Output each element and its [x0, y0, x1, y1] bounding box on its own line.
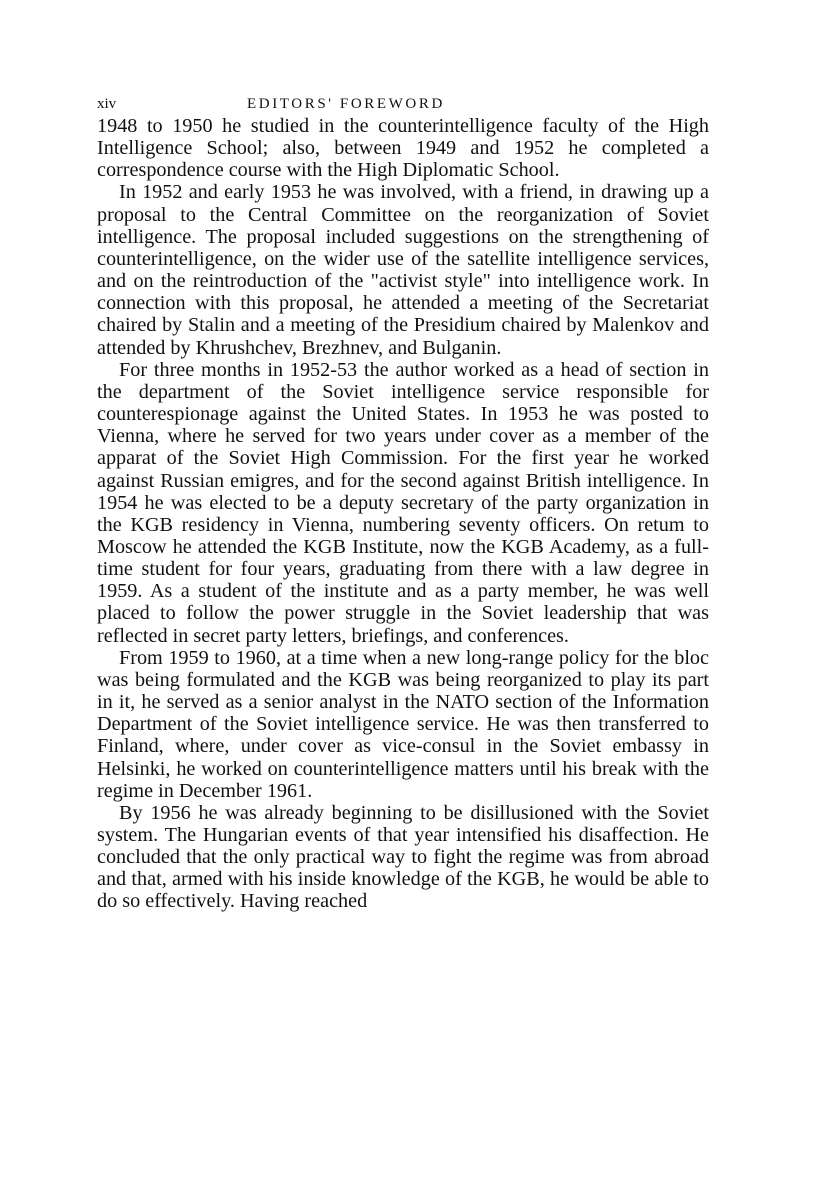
- paragraph-vienna: For three months in 1952-53 the author worked as a head of section in the department of the Soviet intelligence service responsible for counterespionage against the United States. In 1953 he was posted to Vienna, where he served for two years under cover as a member of the apparat of the Soviet High Commission. For the first year he worked against Russian emigres, and for the second against British intelligence. In 1954 he was elected to be a deputy secretary of the party organization in the KGB residency in Vienna, numbering seventy officers. On retum to Moscow he attended the KGB Institute, now the KGB Academy, as a full-time student for four years, graduating from there with a law degree in 1959. As a student of the institute and as a party member, he was well placed to follow the power struggle in the Soviet leadership that was reflected in secret party letters, briefings, and conferences.: [97, 358, 709, 647]
- page-number: xiv: [97, 96, 117, 112]
- paragraph-continued: 1948 to 1950 he studied in the counterintelligence faculty of the High Intelligence School; also, between 1949 and 1952 he completed a correspondence course with the High Diplomatic School.: [97, 115, 709, 182]
- book-page: [97, 93, 709, 913]
- running-head: [97, 93, 709, 115]
- paragraph-nato-finland: From 1959 to 1960, at a time when a new long-range policy for the bloc was being formulated and the KGB was being reorganized to play its part in it, he served as a senior analyst in the NATO section of the Information Department of the Soviet intelligence service. He was then transferred to Finland, where, under cover as vice-consul in the Soviet embassy in Helsinki, he worked on counterintelligence matters until his break with the regime in December 1961.: [97, 646, 709, 802]
- running-head-title: EDITORS' FOREWORD: [247, 96, 445, 112]
- body-text: [97, 115, 709, 913]
- paragraph-disillusion: By 1956 he was already beginning to be disillusioned with the Soviet system. The Hungarian events of that year intensified his disaffection. He concluded that the only practical way to fight the regime was from abroad and that, armed with his inside knowledge of the KGB, he would be able to do so effectively. Having reached: [97, 801, 709, 913]
- paragraph-proposal: In 1952 and early 1953 he was involved, with a friend, in drawing up a proposal to the Central Committee on the reorganization of Soviet intelligence. The proposal included suggestions on the strengthening of counterintelligence, on the wider use of the satellite intelligence services, and on the reintroduction of the "activist style" into intelligence work. In connection with this proposal, he attended a meeting of the Secretariat chaired by Stalin and a meeting of the Presidium chaired by Malenkov and attended by Khrushchev, Brezhnev, and Bulganin.: [97, 181, 709, 359]
